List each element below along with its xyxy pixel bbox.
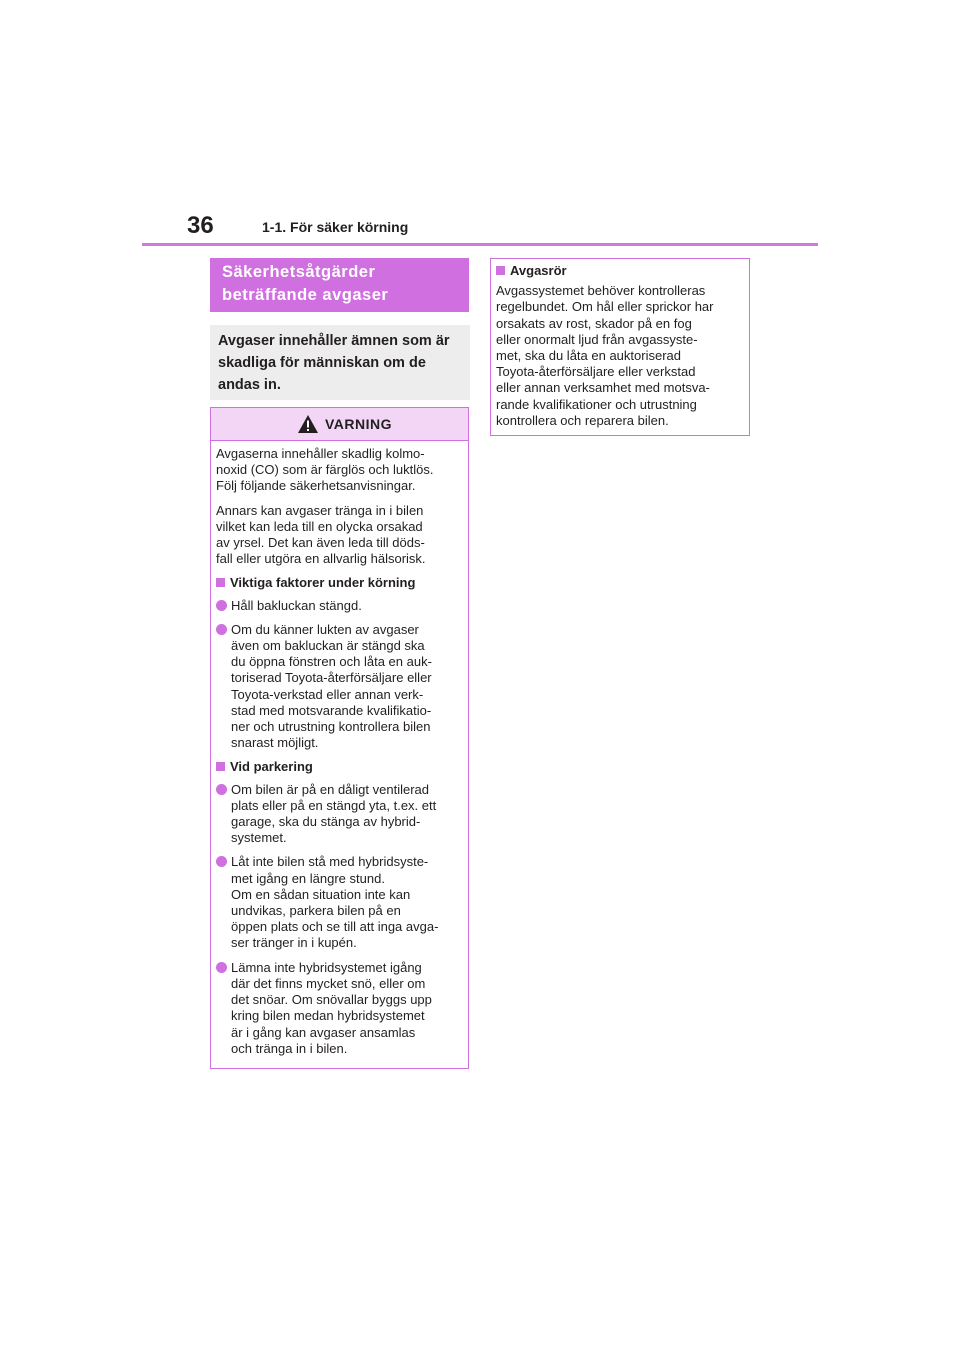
list-item-text: Håll bakluckan stängd. bbox=[231, 597, 362, 613]
page-number: 36 bbox=[187, 212, 214, 239]
exhaust-pipe-box bbox=[490, 258, 750, 436]
list-item-text: Om bilen är på en dåligt ventilerad plats eller på en stängd yta, t.ex. ett garage, ska du stänga av hybrid- systemet. bbox=[231, 781, 437, 846]
subheading-label: Viktiga faktorer under körning bbox=[230, 575, 416, 591]
round-bullet-icon bbox=[216, 600, 227, 611]
round-bullet-icon bbox=[216, 856, 227, 867]
square-bullet-icon bbox=[216, 578, 225, 587]
exhaust-pipe-text: Avgassystemet behöver kontrolleras regelbundet. Om hål eller sprickor har orsakats av rost, skador på en fog eller onormalt ljud från avgassyste- met, ska du låta en auktoriserad Toyota-återförsäljare eller verkstad eller annan verksamhet med motsva- rande kvalifikationer och utrustning kontrollera och reparera bilen. bbox=[496, 283, 714, 428]
warning-triangle-icon bbox=[297, 414, 319, 434]
round-bullet-icon bbox=[216, 784, 227, 795]
header-divider bbox=[142, 243, 818, 246]
warning-title: VARNING bbox=[324, 416, 393, 432]
list-item bbox=[216, 960, 463, 1057]
list-item-text: Om du känner lukten av avgaser även om bakluckan är stängd ska du öppna fönstren och låta en auk- toriserad Toyota-återförsäljare eller Toyota-verkstad eller annan verk- stad med motsvarande kvalifikatio- ner och utrustning kontrollera bilen snarast möjligt. bbox=[231, 621, 432, 751]
warning-box bbox=[210, 407, 469, 1069]
section-title: Säkerhetsåtgärder beträffande avgaser bbox=[210, 258, 469, 312]
list-item-text: Låt inte bilen stå med hybridsyste- met igång en längre stund. Om en sådan situation inte kan undvikas, parkera bilen på en öppen plats och se till att inga avga- ser tränger in i kupén. bbox=[231, 854, 439, 951]
subheading-label: Vid parkering bbox=[230, 759, 313, 775]
round-bullet-icon bbox=[216, 962, 227, 973]
list-item-text: Lämna inte hybridsystemet igång där det finns mycket snö, eller om det snöar. Om snövallar byggs upp kring bilen medan hybridsystemet är i gång kan avgaser ansamlas och tränga in i bilen. bbox=[231, 959, 432, 1056]
warning-paragraph: Avgaserna innehåller skadlig kolmo- noxid (CO) som är färglös och luktlös. Följ följande säkerhetsanvisningar. bbox=[216, 446, 434, 494]
list-item bbox=[216, 782, 463, 847]
round-bullet-icon bbox=[216, 624, 227, 635]
square-bullet-icon bbox=[496, 266, 505, 275]
square-bullet-icon bbox=[216, 762, 225, 771]
subheading-exhaust-pipe bbox=[496, 263, 744, 279]
warning-body bbox=[211, 441, 468, 1057]
warning-paragraph: Annars kan avgaser tränga in i bilen vilket kan leda till en olycka orsakad av yrsel. Det kan även leda till döds- fall eller utgöra en allvarlig hälsorisk. bbox=[216, 502, 426, 567]
subheading-driving bbox=[216, 575, 463, 591]
subheading-label: Avgasrör bbox=[510, 263, 567, 278]
list-item bbox=[216, 854, 463, 951]
intro-text: Avgaser innehåller ämnen som är skadliga för människan om de andas in. bbox=[210, 325, 470, 400]
subheading-parking bbox=[216, 759, 463, 775]
list-item bbox=[216, 622, 463, 752]
warning-header bbox=[211, 408, 468, 441]
chapter-title: 1-1. För säker körning bbox=[262, 219, 409, 235]
list-item bbox=[216, 598, 463, 614]
